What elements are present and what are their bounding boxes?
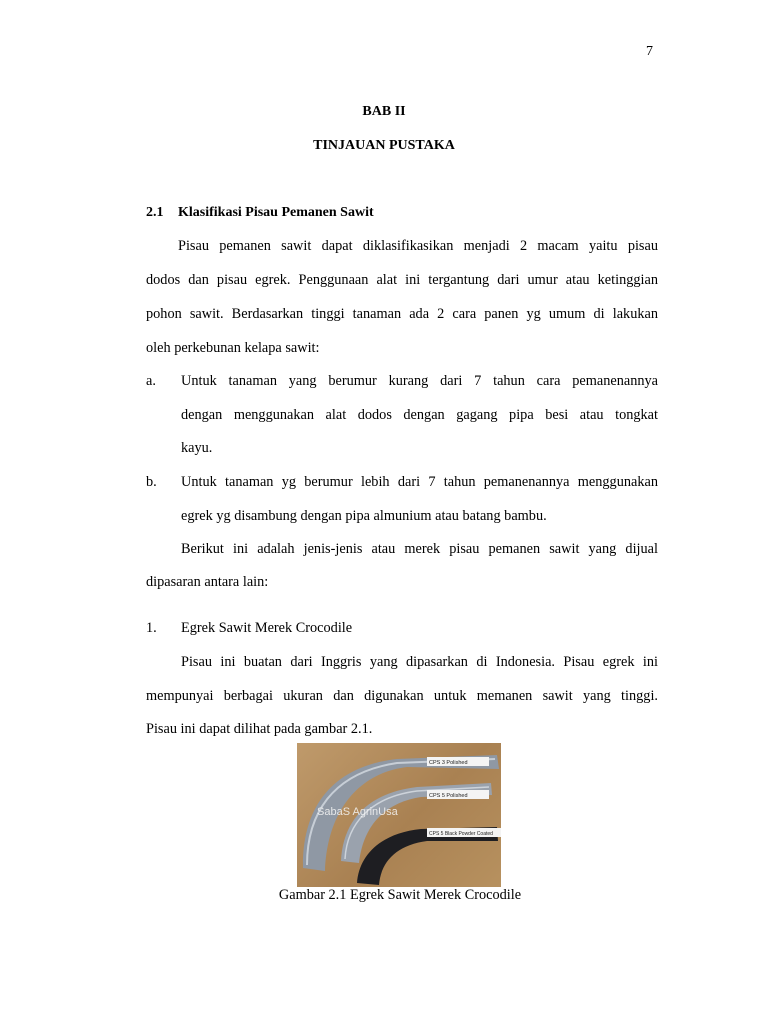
- para2-line-1: Berikut ini adalah jenis-jenis atau merek pisau pemanen sawit yang dijual: [181, 541, 658, 557]
- list-b-marker: b.: [146, 474, 157, 490]
- para1-line-2: dodos dan pisau egrek. Penggunaan alat ini tergantung dari umur atau ketinggian: [146, 272, 658, 288]
- para1-line-4: oleh perkebunan kelapa sawit:: [146, 340, 320, 356]
- list-a-marker: a.: [146, 373, 156, 389]
- list-b-line-2: egrek yg disambung dengan pipa almunium atau batang bambu.: [181, 508, 547, 524]
- figure-label-2: CPS 5 Polished: [429, 793, 468, 799]
- page-number: 7: [646, 44, 653, 59]
- para3-line-1: Pisau ini buatan dari Inggris yang dipasarkan di Indonesia. Pisau egrek ini: [181, 654, 658, 670]
- egrek-blades-illustration: [297, 743, 501, 887]
- chapter-title: TINJAUAN PUSTAKA: [313, 138, 455, 153]
- figure-egrek-photo: [297, 743, 501, 887]
- para1-line-1: Pisau pemanen sawit dapat diklasifikasikan menjadi 2 macam yaitu pisau: [178, 238, 658, 254]
- figure-caption: Gambar 2.1 Egrek Sawit Merek Crocodile: [278, 887, 522, 903]
- figure-label-3: CPS 5 Black Powder Coated: [429, 831, 493, 837]
- list-b-line-1: Untuk tanaman yg berumur lebih dari 7 tahun pemanenannya menggunakan: [181, 474, 658, 490]
- para3-line-3: Pisau ini dapat dilihat pada gambar 2.1.: [146, 721, 373, 737]
- list-a-line-3: kayu.: [181, 440, 213, 456]
- section-heading: [146, 205, 374, 221]
- section-number: 2.1: [146, 205, 164, 220]
- section-title: Klasifikasi Pisau Pemanen Sawit: [178, 205, 374, 220]
- list-a-line-1: Untuk tanaman yang berumur kurang dari 7 tahun cara pemanenannya: [181, 373, 658, 389]
- item1-title: Egrek Sawit Merek Crocodile: [181, 620, 353, 636]
- para2-line-2: dipasaran antara lain:: [146, 574, 269, 590]
- item1-marker: 1.: [146, 620, 157, 636]
- list-a-line-2: dengan menggunakan alat dodos dengan gagang pipa besi atau tongkat: [181, 407, 658, 423]
- figure-watermark: SabaS AgrinUsa: [317, 806, 398, 818]
- chapter-heading: BAB II: [362, 104, 406, 119]
- para3-line-2: mempunyai berbagai ukuran dan digunakan untuk memanen sawit yang tinggi.: [146, 688, 658, 704]
- figure-label-1: CPS 3 Polished: [429, 760, 468, 766]
- para1-line-3: pohon sawit. Berdasarkan tinggi tanaman ada 2 cara panen yg umum di lakukan: [146, 306, 658, 322]
